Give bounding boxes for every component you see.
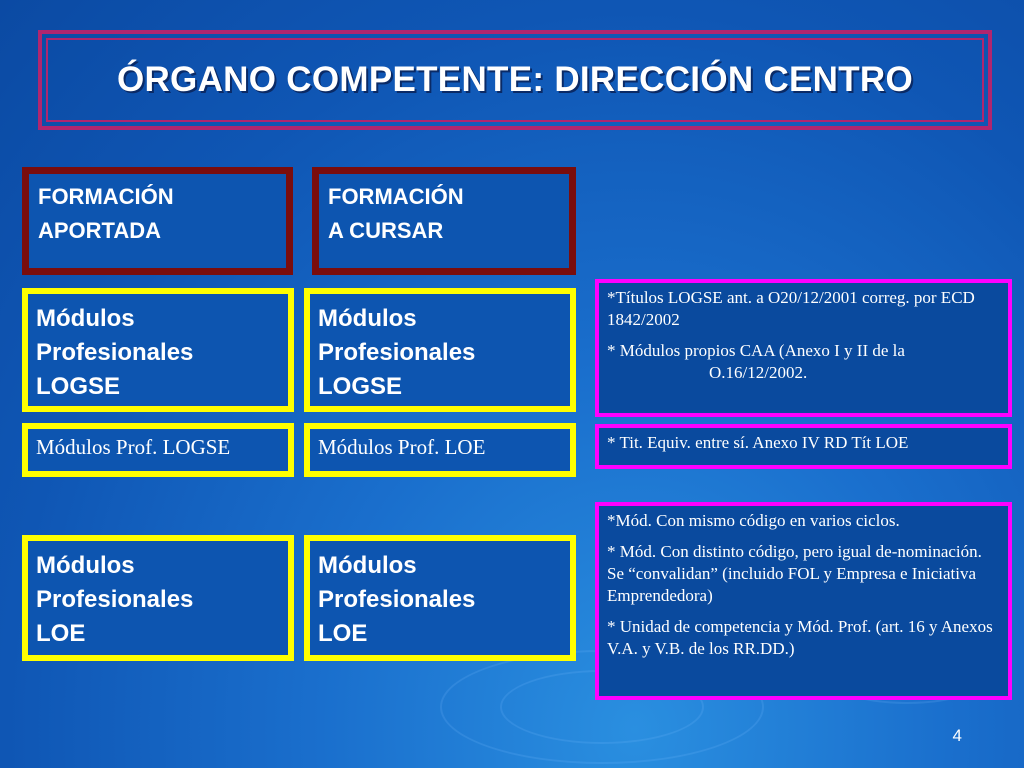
module-line: LOGSE bbox=[36, 373, 121, 400]
module-box-prof-logse bbox=[22, 423, 294, 477]
header-line: APORTADA bbox=[38, 218, 162, 243]
module-line: Profesionales bbox=[36, 339, 194, 366]
header-formacion-aportada bbox=[22, 167, 293, 275]
module-line: Profesionales bbox=[318, 339, 476, 366]
module-line: Profesionales bbox=[318, 586, 476, 613]
module-line: LOGSE bbox=[318, 373, 403, 400]
note-text: *Mód. Con mismo código en varios ciclos. bbox=[607, 511, 900, 530]
module-line: Módulos bbox=[36, 305, 135, 332]
note-text: * Unidad de competencia y Mód. Prof. (art. 16 y Anexos V.A. y V.B. de los RR.DD.) bbox=[607, 617, 993, 658]
note-line: O.16/12/2002. bbox=[709, 363, 808, 382]
module-box-loe-aportada bbox=[22, 535, 294, 661]
header-line: FORMACIÓN bbox=[328, 184, 464, 209]
note-box-loe bbox=[595, 502, 1012, 700]
title-inner-frame bbox=[46, 38, 984, 122]
note-line: * Módulos propios CAA (Anexo I y II de la bbox=[607, 341, 905, 360]
module-short-label: Módulos Prof. LOE bbox=[318, 435, 486, 459]
title-frame bbox=[38, 30, 992, 130]
module-line: Módulos bbox=[318, 552, 417, 579]
module-box-logse-aportada bbox=[22, 288, 294, 412]
page-title: ÓRGANO COMPETENTE: DIRECCIÓN CENTRO bbox=[116, 60, 914, 99]
module-box-loe-cursar bbox=[304, 535, 576, 661]
module-short-label: Módulos Prof. LOGSE bbox=[36, 435, 231, 459]
note-text bbox=[607, 340, 1000, 384]
module-box-logse-cursar bbox=[304, 288, 576, 412]
module-line: Profesionales bbox=[36, 586, 194, 613]
module-line: Módulos bbox=[36, 552, 135, 579]
module-line: LOE bbox=[318, 620, 368, 647]
header-line: A CURSAR bbox=[328, 218, 444, 243]
module-line: Módulos bbox=[318, 305, 417, 332]
module-line: LOE bbox=[36, 620, 86, 647]
note-text: * Mód. Con distinto código, pero igual de-nominación. Se “convalidan” (incluido FOL y Empresa e Iniciativa Emprendedora) bbox=[607, 542, 982, 605]
module-box-prof-loe bbox=[304, 423, 576, 477]
header-line: FORMACIÓN bbox=[38, 184, 174, 209]
note-text: *Títulos LOGSE ant. a O20/12/2001 correg. por ECD 1842/2002 bbox=[607, 288, 975, 329]
note-box-equivalencias bbox=[595, 424, 1012, 469]
header-formacion-cursar bbox=[312, 167, 576, 275]
note-text: * Tit. Equiv. entre sí. Anexo IV RD Tít LOE bbox=[607, 433, 909, 452]
note-box-logse bbox=[595, 279, 1012, 417]
page-number: 4 bbox=[952, 726, 962, 745]
